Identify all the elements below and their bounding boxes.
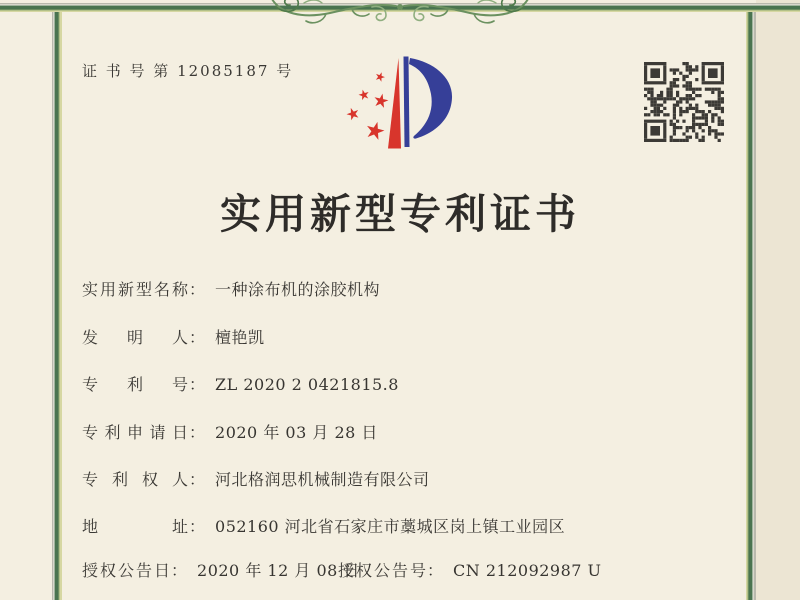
frame-right-border: [746, 3, 756, 600]
field-value: 2020 年 12 月 08 日: [197, 561, 360, 580]
field-label: 专利权人: [82, 470, 188, 489]
colon: ：: [427, 561, 444, 580]
field-label: 专利申请日: [82, 423, 188, 442]
field-value: 一种涂布机的涂胶机构: [215, 280, 381, 299]
field-label: 授权公告日: [82, 561, 170, 580]
colon: ：: [189, 423, 206, 442]
colon: ：: [189, 517, 206, 536]
field-value: CN 212092987 U: [453, 561, 602, 580]
colon: ：: [171, 561, 188, 580]
field-row-patentee: [82, 469, 430, 491]
field-row-grant-date: [82, 560, 360, 582]
field-row-patent-number: [82, 374, 399, 396]
certificate-number: 证 书 号 第 12085187 号: [82, 62, 294, 80]
field-row-invention-name: [82, 279, 380, 301]
colon: ：: [189, 375, 206, 394]
field-row-grant-number: [338, 560, 602, 582]
field-row-filing-date: [82, 422, 378, 444]
page-right-margin: [756, 0, 800, 600]
field-row-inventor: [82, 327, 265, 349]
field-label: 专利号: [82, 375, 188, 394]
colon: ：: [189, 470, 206, 489]
field-value: 河北格润思机械制造有限公司: [215, 470, 430, 489]
certificate-title: 实用新型专利证书: [220, 190, 580, 238]
field-label: 授权公告号: [338, 561, 426, 580]
flourish-ornament-icon: [268, 0, 532, 24]
colon: ：: [189, 280, 206, 299]
field-row-address: [82, 516, 565, 538]
field-label: 地址: [82, 517, 188, 536]
cnipa-patent-logo-icon: [330, 45, 470, 175]
field-value: 2020 年 03 月 28 日: [215, 423, 378, 442]
field-label: 发明人: [82, 328, 188, 347]
field-value: 052160 河北省石家庄市藁城区岗上镇工业园区: [215, 517, 566, 536]
frame-left-border: [52, 3, 62, 600]
field-value: ZL 2020 2 0421815.8: [215, 375, 399, 394]
qr-code-icon: [644, 62, 724, 142]
field-label: 实用新型名称: [82, 280, 188, 299]
colon: ：: [189, 328, 206, 347]
field-value: 檀艳凯: [215, 328, 265, 347]
